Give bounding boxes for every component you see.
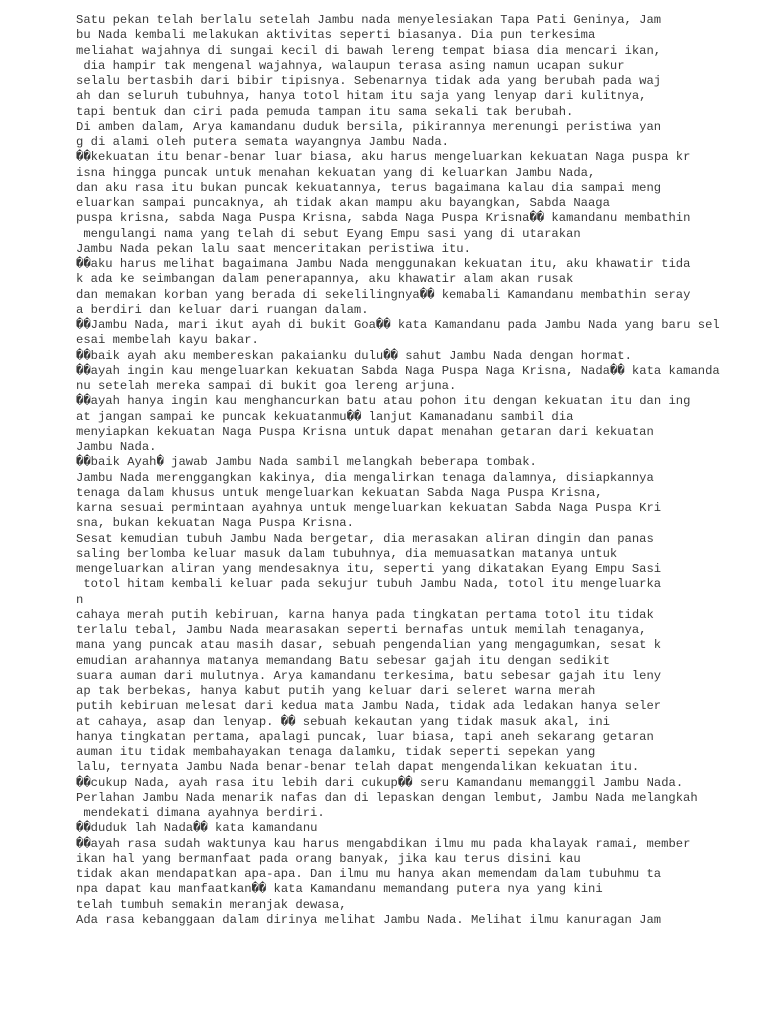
text-line: eluarkan sampai puncaknya, ah tidak akan mampu aku bayangkan, Sabda Naaga	[76, 196, 610, 210]
text-line: g di alami oleh putera semata wayangnya Jambu Nada.	[76, 135, 449, 149]
text-line: Perlahan Jambu Nada menarik nafas dan di lepaskan dengan lembut, Jambu Nada melangkah	[76, 790, 698, 805]
text-line: tenaga dalam khusus untuk mengeluarkan kekuatan Sabda Naga Puspa Krisna,	[76, 485, 603, 500]
text-line: dan memakan korban yang berada di sekelilingnya�� kemabali Kamandanu membathin seray	[76, 287, 691, 302]
text-line: isna hingga puncak untuk menahan kekuatan yang di keluarkan Jambu Nada,	[76, 165, 596, 180]
text-line: suara auman dari mulutnya. Arya kamandanu terkesima, batu sebesar gajah itu leny	[76, 668, 662, 683]
text-line: ��ayah rasa sudah waktunya kau harus mengabdikan ilmu mu pada khalayak ramai, member	[76, 836, 691, 851]
text-line: nu setelah mereka sampai di bukit goa lereng arjuna.	[76, 379, 457, 393]
text-line: ��kekuatan itu benar-benar luar biasa, aku harus mengeluarkan kekuatan Naga puspa kr	[76, 150, 691, 165]
text-line: k ada ke seimbangan dalam penerapannya, aku khawatir alam akan rusak	[76, 272, 574, 287]
text-line: saling berlomba keluar masuk dalam tubuhnya, dia memuasatkan matanya untuk	[76, 546, 618, 561]
text-line: at jangan sampai ke puncak kekuatanmu�� lanjut Kamanadanu sambil dia	[76, 409, 574, 424]
text-line: dia hampir tak mengenal wajahnya, walaupun terasa asing namun ucapan sukur	[76, 58, 625, 73]
text-line: Jambu Nada.	[76, 440, 157, 454]
text-line: meliahat wajahnya di sungai kecil di bawah lereng tempat biasa dia mencari ikan,	[76, 43, 662, 58]
text-line: ah dan seluruh tubuhnya, hanya totol hitam itu saja yang lenyap dari kulitnya,	[76, 89, 647, 104]
text-line: mana yang puncak atau masih dasar, sebuah pengendalian yang mengagumkan, sesat k	[76, 638, 662, 653]
text-line: Jambu Nada pekan lalu saat menceritakan peristiwa itu.	[76, 241, 471, 256]
text-line: ikan hal yang bermanfaat pada orang banyak, jika kau terus disini kau	[76, 851, 581, 866]
text-line: ��baik ayah aku membereskan pakaianku dulu�� sahut Jambu Nada dengan hormat.	[76, 348, 632, 363]
text-line: ��ayah hanya ingin kau menghancurkan batu atau pohon itu dengan kekuatan itu dan ing	[76, 394, 691, 409]
text-line: putih kebiruan melesat dari kedua mata Jambu Nada, tidak ada ledakan hanya seler	[76, 699, 662, 714]
text-line: Ada rasa kebanggaan dalam dirinya melihat Jambu Nada. Melihat ilmu kanuragan Jam	[76, 912, 662, 927]
text-line: totol hitam kembali keluar pada sekujur tubuh Jambu Nada, totol itu mengeluarka	[76, 577, 662, 592]
text-line: at cahaya, asap dan lenyap. �� sebuah kekautan yang tidak masuk akal, ini	[76, 714, 610, 729]
text-line: puspa krisna, sabda Naga Puspa Krisna, sabda Naga Puspa Krisna�� kamandanu membathin	[76, 211, 691, 226]
text-line: cahaya merah putih kebiruan, karna hanya pada tingkatan pertama totol itu tidak	[76, 607, 654, 622]
text-line: a berdiri dan keluar dari ruangan dalam.	[76, 302, 369, 317]
text-line: sna, bukan kekuatan Naga Puspa Krisna.	[76, 516, 354, 531]
text-line: esai membelah kayu bakar.	[76, 333, 259, 348]
text-line: karna sesuai permintaan ayahnya untuk mengeluarkan kekuatan Sabda Naga Puspa Kri	[76, 501, 662, 515]
text-line: mengulangi nama yang telah di sebut Eyang Empu sasi yang di utarakan	[76, 226, 581, 241]
text-line: tidak akan mendapatkan apa-apa. Dan ilmu mu hanya akan memendam dalam tubuhmu ta	[76, 867, 662, 881]
text-line: auman itu tidak membahayakan tenaga dalamku, tidak seperti sepekan yang	[76, 745, 596, 759]
text-line: tapi bentuk dan ciri pada pemuda tampan itu sama sekali tak berubah.	[76, 104, 574, 119]
text-line: ��Jambu Nada, mari ikut ayah di bukit Goa�� kata Kamandanu pada Jambu Nada yang baru sel	[76, 318, 720, 332]
text-line: hanya tingkatan pertama, apalagi puncak, luar biasa, tapi aneh sekarang getaran	[76, 729, 654, 744]
text-line: bu Nada kembali melakukan aktivitas seperti biasanya. Dia pun terkesima	[76, 28, 596, 43]
text-line: ��cukup Nada, ayah rasa itu lebih dari cukup�� seru Kamandanu memanggil Jambu Nada.	[76, 775, 684, 790]
text-line: Jambu Nada merenggangkan kakinya, dia mengalirkan tenaga dalamnya, disiapkannya	[76, 470, 654, 485]
text-line: mengeluarkan aliran yang mendesaknya itu, seperti yang dikatakan Eyang Empu Sasi	[76, 562, 662, 576]
text-line: ap tak berbekas, hanya kabut putih yang keluar dari seleret warna merah	[76, 684, 596, 698]
text-line: ��baik Ayah� jawab Jambu Nada sambil melangkah beberapa tombak.	[76, 455, 537, 470]
text-line: Di amben dalam, Arya kamandanu duduk bersila, pikirannya merenungi peristiwa yan	[76, 119, 662, 134]
document-page	[76, 13, 756, 928]
text-line: ��ayah ingin kau mengeluarkan kekuatan Sabda Naga Puspa Naga Krisna, Nada�� kata kamanda	[76, 363, 720, 378]
text-line: Sesat kemudian tubuh Jambu Nada bergetar, dia merasakan aliran dingin dan panas	[76, 531, 654, 546]
text-line: menyiapkan kekuatan Naga Puspa Krisna untuk dapat menahan getaran dari kekuatan	[76, 424, 654, 439]
text-line: Satu pekan telah berlalu setelah Jambu nada menyelesiakan Tapa Pati Geninya, Jam	[76, 13, 662, 27]
text-line: lalu, ternyata Jambu Nada benar-benar telah dapat mengendalikan kekuatan itu.	[76, 760, 640, 775]
text-line: ��aku harus melihat bagaimana Jambu Nada menggunakan kekuatan itu, aku khawatir tida	[76, 257, 691, 271]
text-line: terlalu tebal, Jambu Nada mearasakan seperti bernafas untuk memilah tenaganya,	[76, 623, 647, 637]
text-line: mendekati dimana ayahnya berdiri.	[76, 806, 325, 820]
text-line: n	[76, 592, 84, 607]
text-line: selalu bertasbih dari bibir tipisnya. Sebenarnya tidak ada yang berubah pada waj	[76, 74, 662, 88]
text-line: ��duduk lah Nada�� kata kamandanu	[76, 821, 318, 836]
text-line: emudian arahannya matanya memandang Batu sebesar gajah itu dengan sedikit	[76, 653, 610, 668]
text-line: telah tumbuh semakin meranjak dewasa,	[76, 897, 347, 912]
text-line: dan aku rasa itu bukan puncak kekuatannya, terus bagaimana kalau dia sampai meng	[76, 180, 662, 195]
text-line: npa dapat kau manfaatkan�� kata Kamandanu memandang putera nya yang kini	[76, 882, 603, 897]
